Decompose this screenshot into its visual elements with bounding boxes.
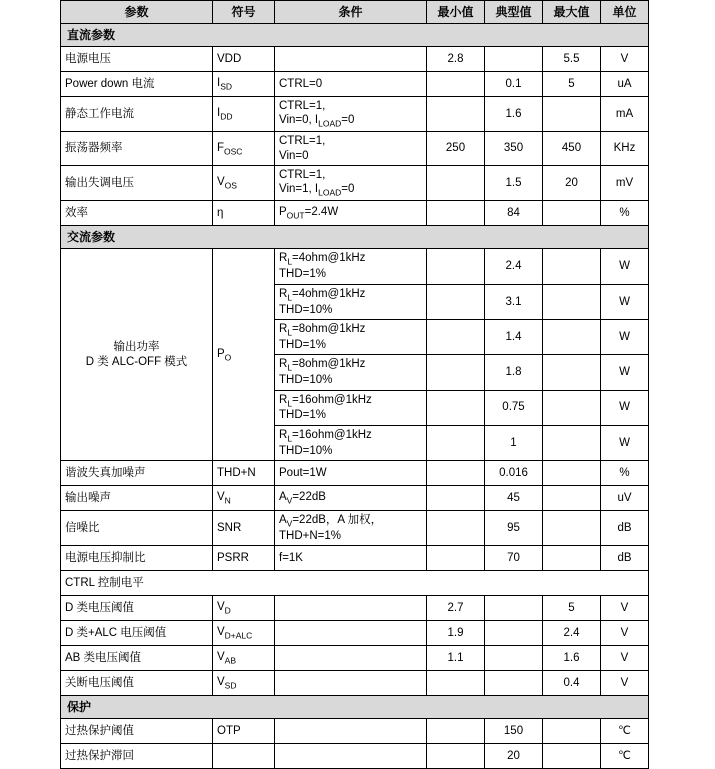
typ-cell: 20 [485, 744, 543, 769]
table-row [61, 97, 649, 132]
col-header-unit: 单位 [601, 1, 649, 24]
min-cell [427, 486, 485, 511]
unit-cell: W [601, 425, 649, 460]
condition-cell [275, 249, 427, 284]
min-cell [427, 461, 485, 486]
symbol-cell: $F_{OSC}$ [213, 132, 275, 166]
unit-cell: V [601, 646, 649, 671]
typ-cell [485, 596, 543, 621]
condition-line-1: $R_L=4ohm@1kHz$ [279, 287, 366, 302]
symbol-cell: OTP [213, 719, 275, 744]
max-cell [543, 425, 601, 460]
condition-cell [275, 47, 427, 72]
table-row [61, 671, 649, 696]
unit-cell: mA [601, 97, 649, 132]
condition-cell [275, 621, 427, 646]
table-row [61, 47, 649, 72]
max-cell: 5.5 [543, 47, 601, 72]
max-cell: 1.6 [543, 646, 601, 671]
typ-cell: 1.8 [485, 355, 543, 390]
unit-cell: V [601, 671, 649, 696]
symbol-cell: η [213, 201, 275, 226]
typ-cell: 3.1 [485, 284, 543, 319]
min-cell [427, 319, 485, 354]
typ-cell: 70 [485, 546, 543, 571]
section-header-protection [61, 696, 649, 719]
condition-line-2: Vin=0, $I_{LOAD}=0$ [279, 114, 355, 129]
condition-cell: CTRL=0 [275, 72, 427, 97]
unit-cell: uV [601, 486, 649, 511]
condition-line-1: $R_L=16ohm@1kHz$ [279, 393, 372, 408]
param-shutdown-threshold: 关断电压阈值 [61, 671, 213, 696]
condition-line-2: THD=1% [279, 268, 326, 281]
condition-cell [275, 132, 427, 166]
min-cell [427, 719, 485, 744]
max-cell [543, 511, 601, 546]
min-cell [427, 425, 485, 460]
condition-line-1: $R_L=8ohm@1kHz$ [279, 322, 366, 338]
param-thd-n: 谐波失真加噪声 [61, 461, 213, 486]
param-snr: 信噪比 [61, 511, 213, 546]
typ-cell: 350 [485, 132, 543, 166]
param-output-power-line2: D 类 ALC-OFF 模式 [85, 355, 188, 368]
max-cell [543, 719, 601, 744]
max-cell [543, 546, 601, 571]
condition-line-2: THD=10% [279, 303, 333, 316]
typ-cell: 1.6 [485, 97, 543, 132]
min-cell [427, 249, 485, 284]
param-output-offset-voltage: 输出失调电压 [61, 166, 213, 201]
table-row [61, 744, 649, 769]
param-class-d-alc-threshold: D 类+ALC 电压阈值 [61, 621, 213, 646]
symbol-cell: PSRR [213, 546, 275, 571]
unit-cell: mV [601, 166, 649, 201]
condition-line-2: Vin=1, $I_{LOAD}=0$ [279, 183, 355, 198]
condition-cell [275, 671, 427, 696]
condition-cell [275, 511, 427, 546]
section-header-ctrl [61, 571, 649, 596]
symbol-cell: $V_{SD}$ [213, 671, 275, 696]
max-cell [543, 284, 601, 319]
unit-cell: W [601, 355, 649, 390]
condition-line-2: THD+N=1% [279, 530, 341, 543]
max-cell [543, 486, 601, 511]
param-class-d-threshold: D 类电压阈值 [61, 596, 213, 621]
unit-cell: W [601, 249, 649, 284]
col-header-max: 最大值 [543, 1, 601, 24]
unit-cell: % [601, 201, 649, 226]
col-header-typ: 典型值 [485, 1, 543, 24]
min-cell [427, 97, 485, 132]
symbol-cell: $V_{OS}$ [213, 166, 275, 201]
section-title-ac: 交流参数 [61, 226, 649, 249]
condition-cell: Pout=1W [275, 461, 427, 486]
symbol-cell: $V_{AB}$ [213, 646, 275, 671]
min-cell: 1.1 [427, 646, 485, 671]
symbol-cell: $V_{D+ALC}$ [213, 621, 275, 646]
condition-line-1: $A_V=22dB$，A 加权， [279, 514, 383, 529]
unit-cell: KHz [601, 132, 649, 166]
condition-line-2: Vin=0 [279, 149, 309, 162]
max-cell [543, 355, 601, 390]
min-cell [427, 166, 485, 201]
condition-line-1: $R_L=16ohm@1kHz$ [279, 428, 372, 444]
param-otp-threshold: 过热保护阈值 [61, 719, 213, 744]
typ-cell: 1 [485, 425, 543, 460]
table-row [61, 621, 649, 646]
col-header-symbol: 符号 [213, 1, 275, 24]
param-quiescent-current: 静态工作电流 [61, 97, 213, 132]
table-row [61, 546, 649, 571]
typ-cell: 0.016 [485, 461, 543, 486]
condition-cell [275, 319, 427, 354]
symbol-cell: $I_{DD}$ [213, 97, 275, 132]
section-title-ctrl: CTRL 控制电平 [61, 571, 649, 596]
condition-line-2: THD=10% [279, 374, 333, 387]
min-cell: 2.8 [427, 47, 485, 72]
unit-cell: ℃ [601, 719, 649, 744]
section-header-dc [61, 24, 649, 47]
min-cell [427, 744, 485, 769]
table-row [61, 461, 649, 486]
condition-line-2: THD=10% [279, 444, 333, 457]
unit-cell: V [601, 47, 649, 72]
max-cell: 450 [543, 132, 601, 166]
max-cell [543, 319, 601, 354]
condition-cell [275, 719, 427, 744]
param-efficiency: 效率 [61, 201, 213, 226]
typ-cell: 1.4 [485, 319, 543, 354]
condition-line-1: CTRL=1, [279, 135, 326, 148]
min-cell [427, 546, 485, 571]
typ-cell: 84 [485, 201, 543, 226]
condition-cell [275, 355, 427, 390]
col-header-param: 参数 [61, 1, 213, 24]
condition-line-2: THD=1% [279, 409, 326, 422]
table-row [61, 132, 649, 166]
col-header-min: 最小值 [427, 1, 485, 24]
condition-cell [275, 284, 427, 319]
unit-cell: W [601, 390, 649, 425]
max-cell [543, 249, 601, 284]
max-cell: 5 [543, 72, 601, 97]
symbol-cell: $V_N$ [213, 486, 275, 511]
max-cell: 2.4 [543, 621, 601, 646]
condition-line-1: $R_L=8ohm@1kHz$ [279, 358, 366, 373]
condition-cell [275, 166, 427, 201]
condition-cell [275, 390, 427, 425]
min-cell [427, 671, 485, 696]
condition-line-1: CTRL=1, [279, 100, 326, 112]
param-output-power-line1: 输出功率 [113, 341, 160, 354]
max-cell [543, 390, 601, 425]
table-row [61, 486, 649, 511]
symbol-cell: $P_O$ [213, 249, 275, 461]
max-cell [543, 97, 601, 132]
table-row [61, 201, 649, 226]
unit-cell: dB [601, 511, 649, 546]
min-cell [427, 355, 485, 390]
symbol-cell: $V_D$ [213, 596, 275, 621]
table-header-row [61, 1, 649, 24]
typ-cell: 150 [485, 719, 543, 744]
min-cell: 1.9 [427, 621, 485, 646]
max-cell: 5 [543, 596, 601, 621]
table-row [61, 166, 649, 201]
typ-cell [485, 621, 543, 646]
table-row [61, 646, 649, 671]
typ-cell: 0.1 [485, 72, 543, 97]
symbol-cell: $I_{SD}$ [213, 72, 275, 97]
typ-cell: 2.4 [485, 249, 543, 284]
section-header-ac [61, 226, 649, 249]
max-cell [543, 201, 601, 226]
param-psrr: 电源电压抑制比 [61, 546, 213, 571]
param-supply-voltage: 电源电压 [61, 47, 213, 72]
param-oscillator-frequency: 振荡器频率 [61, 132, 213, 166]
unit-cell: W [601, 319, 649, 354]
unit-cell: V [601, 596, 649, 621]
section-title-dc: 直流参数 [61, 24, 649, 47]
table-row [61, 72, 649, 97]
condition-line-1: CTRL=1, [279, 169, 326, 182]
min-cell [427, 72, 485, 97]
typ-cell: 45 [485, 486, 543, 511]
max-cell: 20 [543, 166, 601, 201]
electrical-characteristics-table [60, 0, 649, 769]
typ-cell: 95 [485, 511, 543, 546]
condition-cell [275, 744, 427, 769]
condition-cell: f=1K [275, 546, 427, 571]
typ-cell [485, 671, 543, 696]
symbol-cell: SNR [213, 511, 275, 546]
param-otp-hysteresis: 过热保护滞回 [61, 744, 213, 769]
condition-cell: $P_{OUT}=2.4W$ [275, 201, 427, 226]
param-output-power [61, 249, 213, 461]
param-power-down-current: Power down 电流 [61, 72, 213, 97]
symbol-cell: THD+N [213, 461, 275, 486]
table-row [61, 719, 649, 744]
condition-cell [275, 596, 427, 621]
max-cell [543, 461, 601, 486]
condition-cell [275, 97, 427, 132]
max-cell [543, 744, 601, 769]
min-cell: 2.7 [427, 596, 485, 621]
min-cell [427, 201, 485, 226]
min-cell [427, 511, 485, 546]
condition-cell [275, 425, 427, 460]
max-cell: 0.4 [543, 671, 601, 696]
condition-cell: $A_V=22dB$ [275, 486, 427, 511]
typ-cell [485, 47, 543, 72]
table-row [61, 511, 649, 546]
param-output-noise: 输出噪声 [61, 486, 213, 511]
col-header-condition: 条件 [275, 1, 427, 24]
unit-cell: dB [601, 546, 649, 571]
table-row [61, 249, 649, 284]
param-class-ab-threshold: AB 类电压阈值 [61, 646, 213, 671]
min-cell [427, 390, 485, 425]
condition-line-2: THD=1% [279, 338, 326, 351]
symbol-cell: VDD [213, 47, 275, 72]
unit-cell: ℃ [601, 744, 649, 769]
typ-cell: 0.75 [485, 390, 543, 425]
section-title-protection: 保护 [61, 696, 649, 719]
condition-line-1: $R_L=4ohm@1kHz$ [279, 252, 366, 267]
condition-cell [275, 646, 427, 671]
unit-cell: W [601, 284, 649, 319]
min-cell: 250 [427, 132, 485, 166]
typ-cell [485, 646, 543, 671]
unit-cell: % [601, 461, 649, 486]
typ-cell: 1.5 [485, 166, 543, 201]
table-row [61, 596, 649, 621]
symbol-cell [213, 744, 275, 769]
unit-cell: uA [601, 72, 649, 97]
min-cell [427, 284, 485, 319]
unit-cell: V [601, 621, 649, 646]
